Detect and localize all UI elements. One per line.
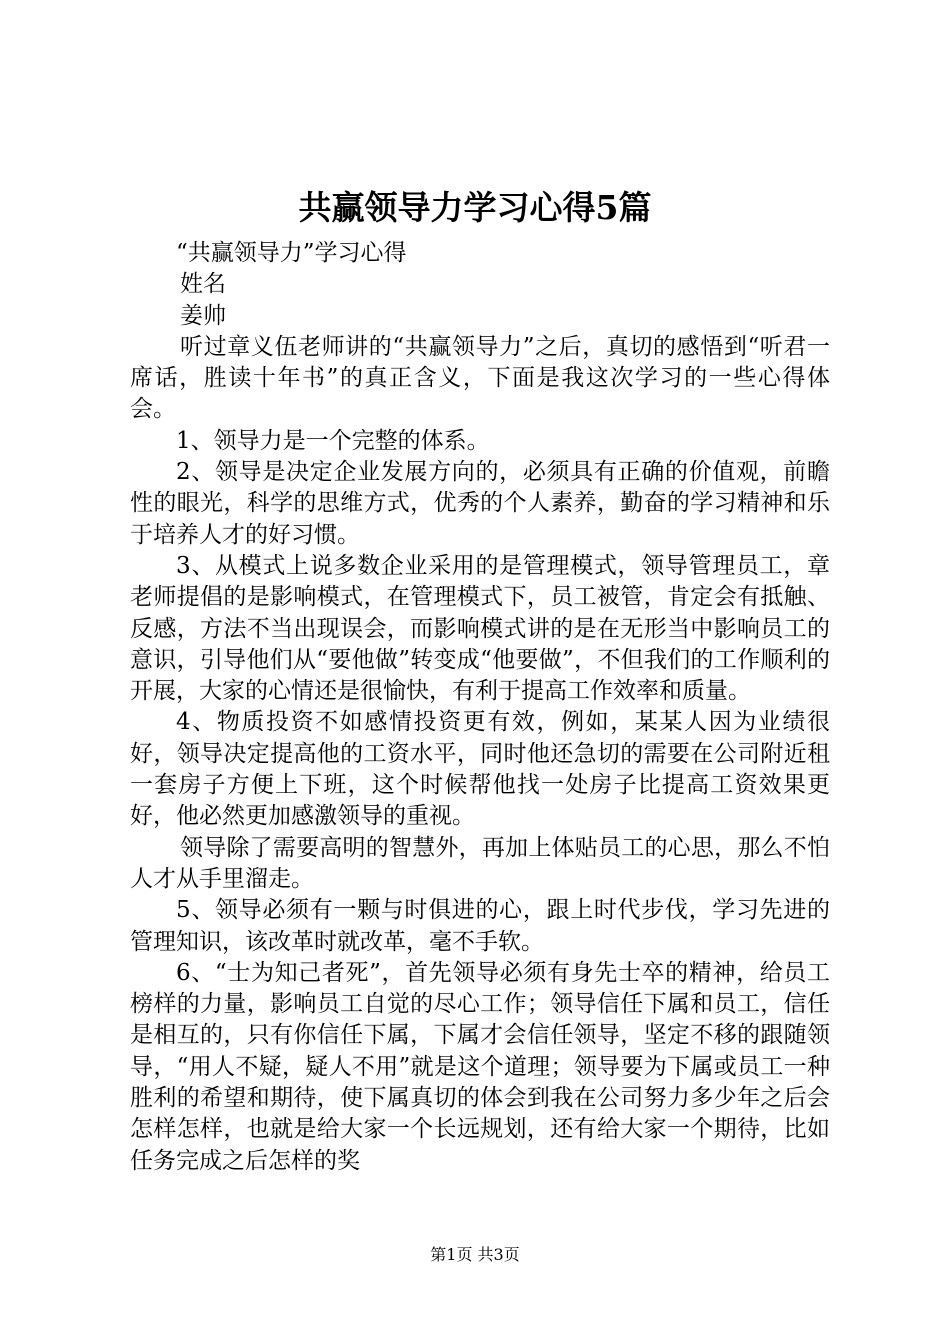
document-body (130, 238, 830, 1177)
paragraph-author: 姜帅 (180, 302, 226, 329)
paragraph-point-4: 4、物质投资不如感情投资更有效，例如，某某人因为业绩很好，领导决定提高他的工资水平，同时他还急切的需要在公司附近租一套房子方便上下班，这个时候帮他找一处房子比提高工资效果更好，他必然更加感激领导的重视。 (130, 709, 830, 830)
paragraph-name-label: 姓名 (180, 271, 226, 298)
paragraph-point-4-note: 领导除了需要高明的智慧外，再加上体贴员工的心思，那么不怕人才从手里溜走。 (130, 834, 830, 892)
paragraph-point-2: 2、领导是决定企业发展方向的，必须具有正确的价值观，前瞻性的眼光，科学的思维方式，优秀的个人素养，勤奋的学习精神和乐于培养人才的好习惯。 (130, 459, 830, 548)
paragraph-point-1: 1、领导力是一个完整的体系。 (176, 427, 490, 454)
page-footer: 第1页 共3页 (430, 1245, 520, 1264)
paragraph-point-5: 5、领导必须有一颗与时俱进的心，跟上时代步伐，学习先进的管理知识，该改革时就改革，毫不手软。 (130, 897, 830, 955)
paragraph-subtitle: “共赢领导力”学习心得 (176, 240, 407, 266)
paragraph-point-6: 6、“士为知己者死”，首先领导必须有身先士卒的精神，给员工榜样的力量，影响员工自觉的尽心工作；领导信任下属和员工，信任是相互的，只有你信任下属，下属才会信任领导，坚定不移的跟随领导，“用人不疑，疑人不用”就是这个道理；领导要为下属或员工一种胜利的希望和期待，使下属真切的体会到我在公司努力多少年之后会怎样怎样，也就是给大家一个长远规划，还有给大家一个期待，比如任务完成之后怎样的奖 (130, 959, 830, 1174)
paragraph-intro: 听过章义伍老师讲的“共赢领导力”之后，真切的感悟到“听君一席话，胜读十年书”的真正含义，下面是我这次学习的一些心得体会。 (130, 333, 830, 423)
paragraph-point-3: 3、从模式上说多数企业采用的是管理模式，领导管理员工，章老师提倡的是影响模式，在管理模式下，员工被管，肯定会有抵触、反感，方法不当出现误会，而影响模式讲的是在无形当中影响员工的意识，引导他们从“要他做”转变成“他要做”，不但我们的工作顺利的开展，大家的心情还是很愉快，有利于提高工作效率和质量。 (130, 552, 830, 705)
document-title: 共赢领导力学习心得5篇 (298, 188, 652, 227)
